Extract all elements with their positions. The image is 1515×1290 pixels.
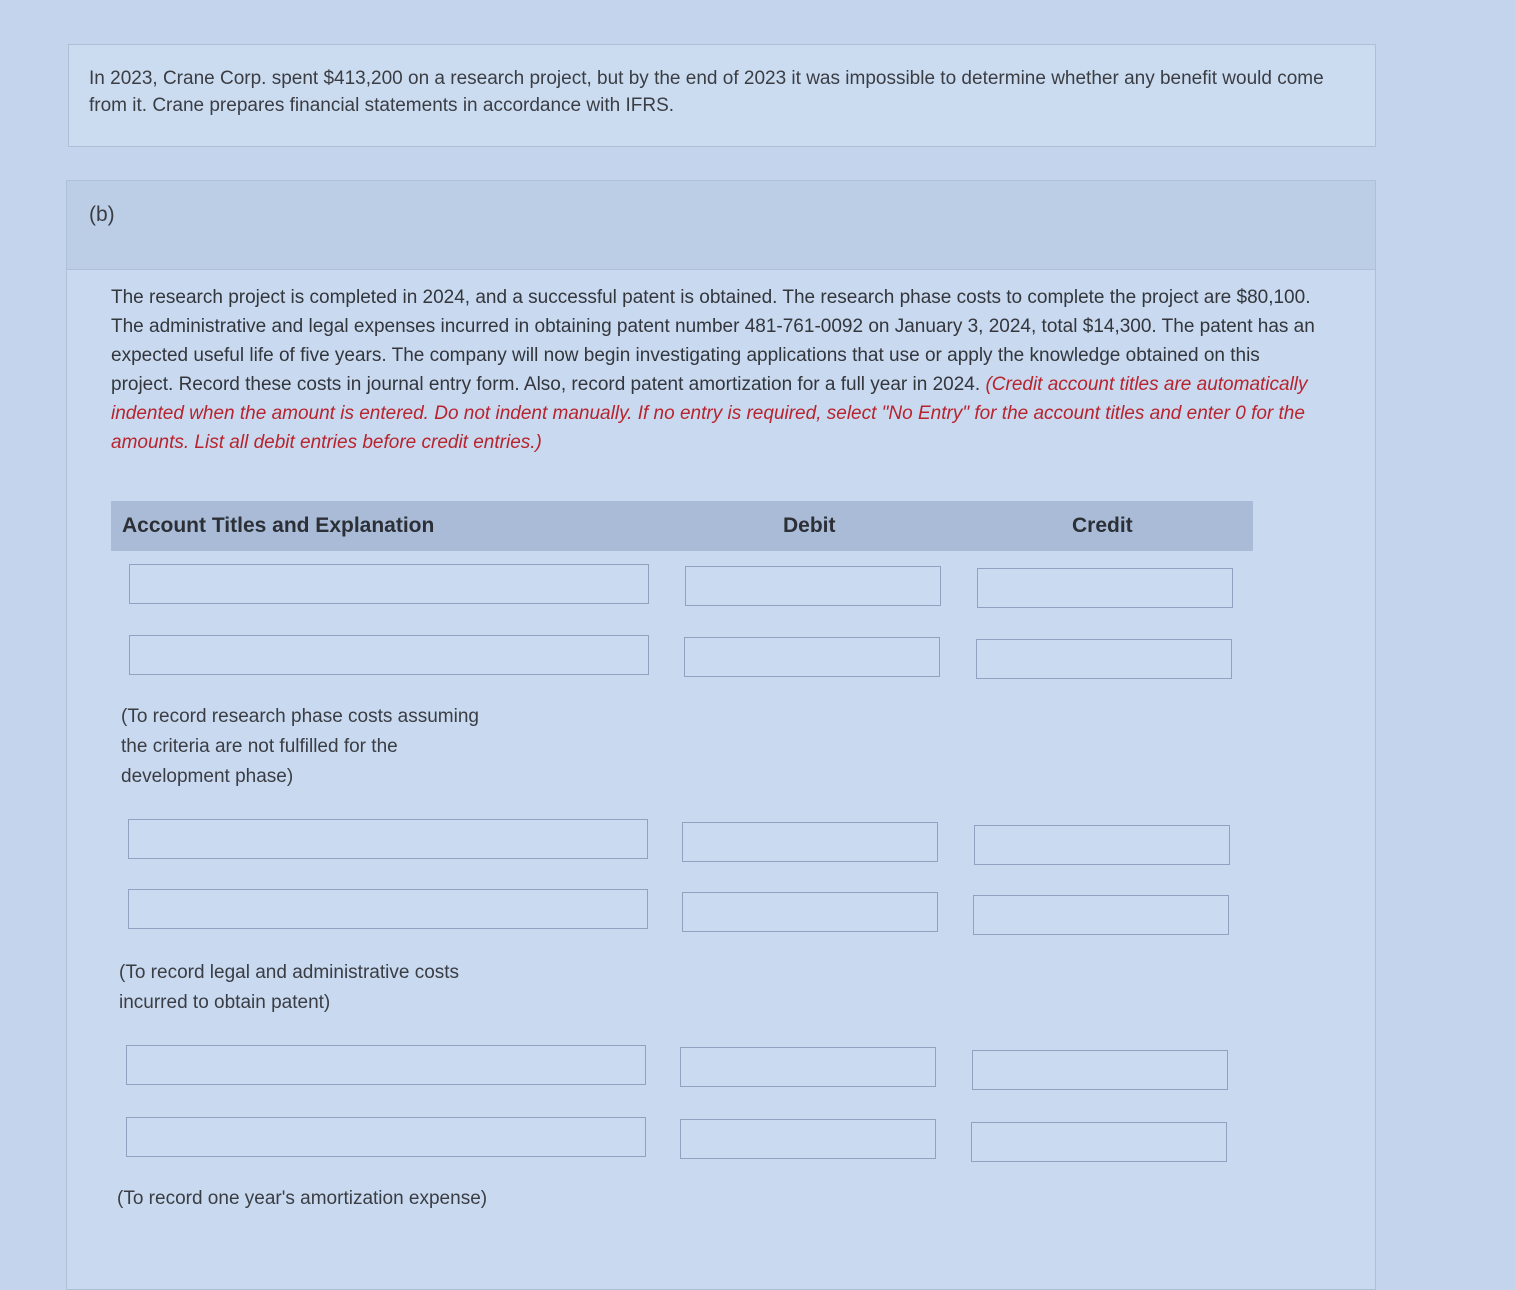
instructions-text: The research project is completed in 2024, and a successful patent is obtained. The research phase costs to complete the project are $80,100. The administrative and legal expenses incurred in obtaining patent number 481-761-0092 on January 3, 2024, total $14,300. The patent has an expected useful life of five years. The company will now begin investigating applications that use or apply the knowledge obtained on this project. Record these costs in journal entry form. Also, record patent amortization for a full year in 2024.: [111, 287, 1315, 395]
entry1-row1-debit-input[interactable]: [685, 566, 941, 606]
entry1-row2-credit-input[interactable]: [976, 639, 1232, 679]
header-credit: Credit: [1072, 514, 1133, 537]
entry3-memo: (To record one year's amortization expense): [117, 1188, 488, 1209]
problem-text: In 2023, Crane Corp. spent $413,200 on a research project, but by the end of 2023 it was impossible to determine whether any benefit would come from it. Crane prepares financial statements in accordance with IFRS.: [89, 68, 1324, 116]
problem-statement: [68, 44, 1376, 147]
entry3-row2-debit-input[interactable]: [680, 1119, 936, 1159]
entry3-row1-debit-input[interactable]: [680, 1047, 936, 1087]
entry1-row1-account-input[interactable]: [129, 564, 649, 604]
entry3-row2-credit-input[interactable]: [971, 1122, 1227, 1162]
instructions: [111, 283, 1326, 457]
entry1-row2-account-input[interactable]: [129, 635, 649, 675]
entry2-row2-credit-input[interactable]: [973, 895, 1229, 935]
entry3-row2-account-input[interactable]: [126, 1117, 646, 1157]
part-label: (b): [89, 203, 115, 226]
entry2-row1-credit-input[interactable]: [974, 825, 1230, 865]
instructions-note: (Credit account titles are automatically indented when the amount is entered. Do not indent manually. If no entry is required, select "No Entry" for the account titles and enter 0 for the amounts. List all debit entries before credit entries.): [111, 374, 1308, 453]
header-debit: Debit: [783, 514, 836, 537]
entry3-row1-credit-input[interactable]: [972, 1050, 1228, 1090]
entry2-row1-account-input[interactable]: [128, 819, 648, 859]
header-account-titles: Account Titles and Explanation: [122, 514, 435, 537]
entry2-memo: (To record legal and administrative costs incurred to obtain patent): [119, 962, 460, 1013]
entry2-row2-debit-input[interactable]: [682, 892, 938, 932]
part-b-panel: [66, 180, 1376, 1290]
entry1-memo: (To record research phase costs assuming the criteria are not fulfilled for the development phase): [121, 706, 479, 787]
entry3-row1-account-input[interactable]: [126, 1045, 646, 1085]
entry1-row1-credit-input[interactable]: [977, 568, 1233, 608]
journal-table-header: [111, 501, 1253, 551]
part-header: [67, 181, 1375, 270]
entry1-row2-debit-input[interactable]: [684, 637, 940, 677]
entry2-row1-debit-input[interactable]: [682, 822, 938, 862]
entry2-row2-account-input[interactable]: [128, 889, 648, 929]
